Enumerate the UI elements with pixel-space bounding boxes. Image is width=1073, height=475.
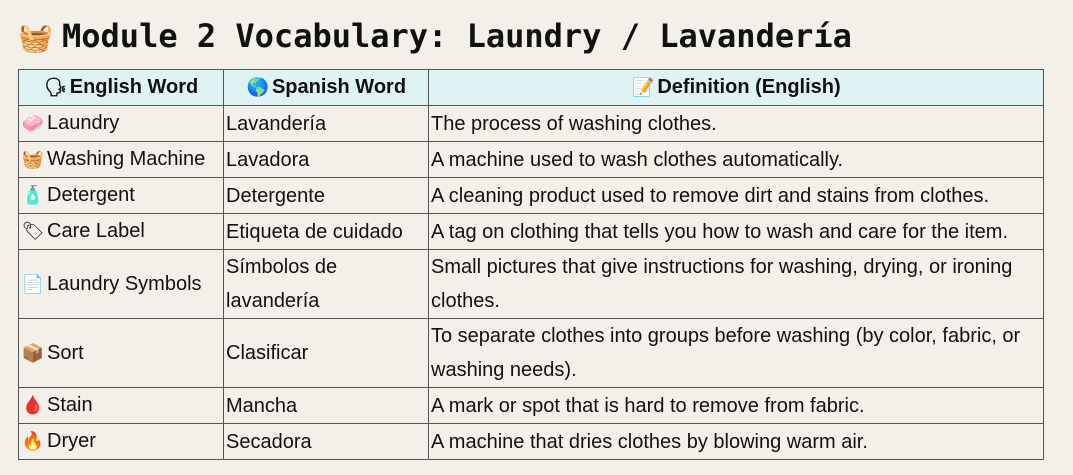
package-icon: 📦 <box>21 342 45 364</box>
spanish-word: Lavadora <box>226 148 310 171</box>
spanish-cell <box>224 106 429 142</box>
definition-text: Small pictures that give instructions for washing, drying, or ironing clothes. <box>431 256 1013 312</box>
spanish-word: Clasificar <box>226 342 309 364</box>
basket-icon: 🧺 <box>21 149 45 170</box>
definition-text: To separate clothes into groups before washing (by color, fabric, or washing needs). <box>431 325 1021 381</box>
header-spanish-word <box>224 70 429 106</box>
definition-cell <box>429 106 1044 142</box>
english-cell <box>19 178 224 214</box>
header-label: Spanish Word <box>271 76 407 98</box>
spanish-cell <box>224 424 429 460</box>
english-word: Sort <box>47 341 84 364</box>
spanish-word: Secadora <box>226 430 312 453</box>
spanish-word: Símbolos de lavandería <box>226 256 338 312</box>
table-row <box>19 106 1044 142</box>
definition-text: A cleaning product used to remove dirt and stains from clothes. <box>431 184 990 207</box>
table-row <box>19 388 1044 424</box>
english-word: Care Label <box>47 220 145 242</box>
table-row <box>19 142 1044 178</box>
table-header-row <box>19 70 1044 106</box>
spanish-cell <box>224 214 429 250</box>
vocabulary-table <box>18 69 1044 460</box>
spanish-cell <box>224 250 429 319</box>
english-cell <box>19 214 224 250</box>
spanish-cell <box>224 388 429 424</box>
header-label: English Word <box>69 76 199 98</box>
header-label: Definition (English) <box>657 76 841 98</box>
spanish-cell <box>224 142 429 178</box>
page-title <box>18 14 1073 64</box>
spanish-cell <box>224 319 429 388</box>
spanish-word: Etiqueta de cuidado <box>226 220 403 243</box>
speaking-head-icon: 🗣 <box>44 77 68 98</box>
definition-text: The process of washing clothes. <box>431 112 717 135</box>
table-row <box>19 178 1044 214</box>
spanish-cell <box>224 178 429 214</box>
spanish-word: Detergente <box>226 184 325 207</box>
table-row <box>19 250 1044 319</box>
soap-icon: 🧼 <box>21 113 45 134</box>
english-cell <box>19 142 224 178</box>
drop-of-blood-icon: 🩸 <box>21 395 45 416</box>
definition-cell <box>429 388 1044 424</box>
english-word: Laundry <box>47 112 120 134</box>
definition-cell <box>429 319 1044 388</box>
definition-cell <box>429 424 1044 460</box>
spanish-word: Lavandería <box>226 112 327 135</box>
fire-icon: 🔥 <box>21 431 45 452</box>
label-icon: 🏷 <box>21 221 45 242</box>
definition-cell <box>429 178 1044 214</box>
english-cell <box>19 319 224 388</box>
header-english-word <box>19 70 224 106</box>
english-cell <box>19 424 224 460</box>
english-cell <box>19 250 224 319</box>
table-row <box>19 319 1044 388</box>
globe-icon: 🌎 <box>246 77 270 98</box>
english-cell <box>19 388 224 424</box>
table-row <box>19 214 1044 250</box>
definition-text: A tag on clothing that tells you how to wash and care for the item. <box>431 220 1009 243</box>
page-title-text: Module 2 Vocabulary: Laundry / Lavandería <box>62 17 852 55</box>
english-word: Washing Machine <box>47 148 206 170</box>
english-cell <box>19 106 224 142</box>
definition-text: A mark or spot that is hard to remove from fabric. <box>431 394 865 417</box>
definition-cell <box>429 142 1044 178</box>
english-word: Dryer <box>47 430 96 452</box>
spanish-word: Mancha <box>226 394 298 417</box>
definition-cell <box>429 250 1044 319</box>
basket-icon: 🧺 <box>18 21 53 54</box>
memo-icon: 📝 <box>632 77 655 98</box>
english-word: Detergent <box>47 184 135 206</box>
header-definition <box>429 70 1044 106</box>
definition-cell <box>429 214 1044 250</box>
english-word: Stain <box>47 394 93 416</box>
definition-text: A machine used to wash clothes automatically. <box>431 148 844 171</box>
page-icon: 📄 <box>21 273 45 295</box>
table-row <box>19 424 1044 460</box>
english-word: Laundry Symbols <box>47 272 202 295</box>
lotion-bottle-icon: 🧴 <box>21 185 45 206</box>
definition-text: A machine that dries clothes by blowing warm air. <box>431 430 868 453</box>
